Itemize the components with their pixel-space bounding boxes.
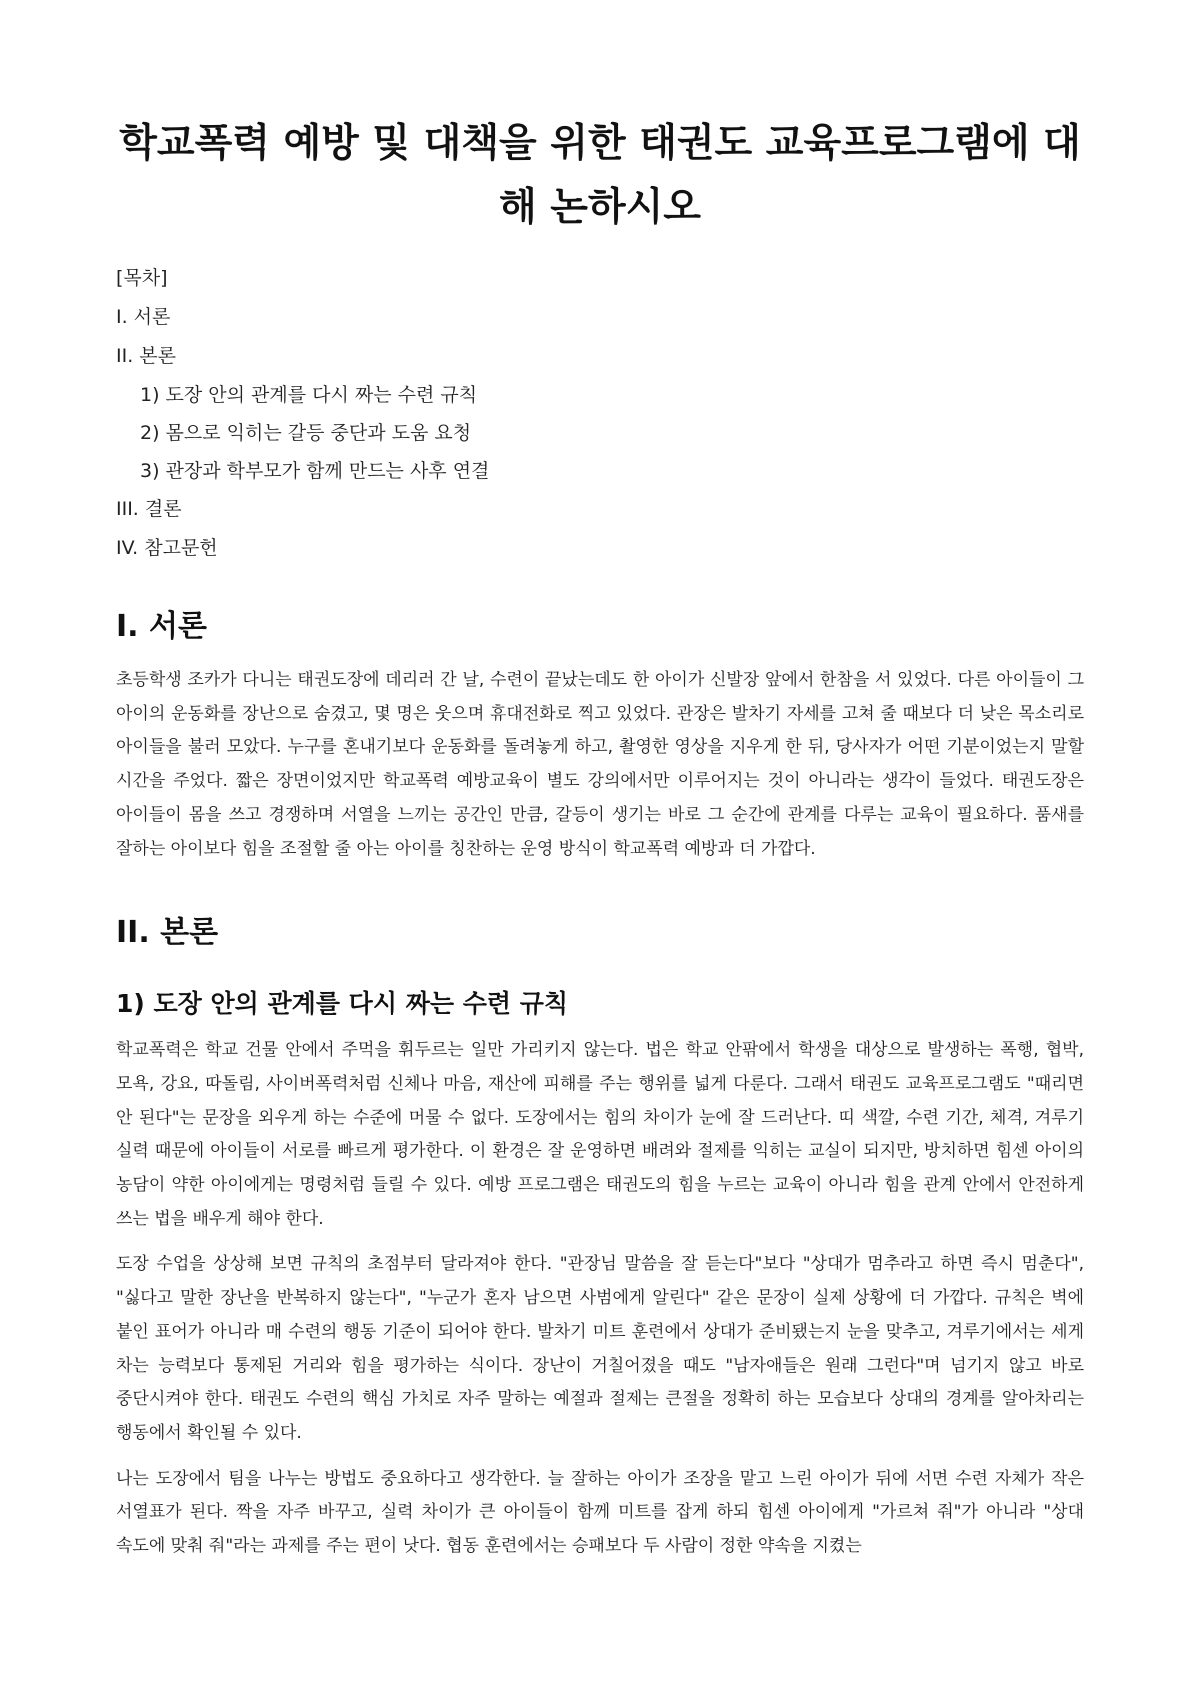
body-paragraph: 나는 도장에서 팀을 나누는 방법도 중요하다고 생각한다. 늘 잘하는 아이가 조장을 맡고 느린 아이가 뒤에 서면 수련 자체가 작은 서열표가 된다. 짝을 자주 바꾸고, 실력 차이가 큰 아이들이 함께 미트를 잡게 하되 힘센 아이에게 "가르쳐 줘"가 아니라 "상대 속도에 맞춰 줘"라는 과제를 주는 편이 낫다. 협동 훈련에서는 승패보다 두 사람이 정한 약속을 지켰는 bbox=[116, 1468, 1084, 1557]
table-of-contents bbox=[116, 266, 1084, 560]
toc-subitem: 2) 몸으로 익히는 갈등 중단과 도움 요청 bbox=[140, 422, 472, 444]
toc-subitem: 3) 관장과 학부모가 함께 만드는 사후 연결 bbox=[140, 460, 490, 482]
toc-subitem: 1) 도장 안의 관계를 다시 짜는 수련 규칙 bbox=[140, 384, 478, 406]
subsection-heading-1: 1) 도장 안의 관계를 다시 짜는 수련 규칙 bbox=[116, 989, 568, 1019]
toc-item: I. 서론 bbox=[116, 306, 171, 328]
body-paragraph: 학교폭력은 학교 건물 안에서 주먹을 휘두르는 일만 가리키지 않는다. 법은 학교 안팎에서 학생을 대상으로 발생하는 폭행, 협박, 모욕, 강요, 따돌림, 사이버폭력처럼 신체나 마음, 재산에 피해를 주는 행위를 넓게 다룬다. 그래서 태권도 교육프로그램도 "때리면 안 된다"는 문장을 외우게 하는 수준에 머물 수 없다. 도장에서는 힘의 차이가 눈에 잘 드러난다. 띠 색깔, 수련 기간, 체격, 겨루기 실력 때문에 아이들이 서로를 빠르게 평가한다. 이 환경은 잘 운영하면 배려와 절제를 익히는 교실이 되지만, 방치하면 힘센 아이의 농담이 약한 아이에게는 명령처럼 들릴 수 있다. 예방 프로그램은 태권도의 힘을 누르는 교육이 아니라 힘을 관계 안에서 안전하게 쓰는 법을 배우게 해야 한다. bbox=[116, 1040, 1084, 1229]
section-heading-intro: I. 서론 bbox=[116, 609, 207, 644]
toc-heading: [목차] bbox=[116, 267, 168, 289]
intro-paragraph: 초등학생 조카가 다니는 태권도장에 데리러 간 날, 수련이 끝났는데도 한 아이가 신발장 앞에서 한참을 서 있었다. 다른 아이들이 그 아이의 운동화를 장난으로 숨겼고, 몇 명은 웃으며 휴대전화로 찍고 있었다. 관장은 발차기 자세를 고쳐 줄 때보다 더 낮은 목소리로 아이들을 불러 모았다. 누구를 혼내기보다 운동화를 돌려놓게 하고, 촬영한 영상을 지우게 한 뒤, 당사자가 어떤 기분이었는지 말할 시간을 주었다. 짧은 장면이었지만 학교폭력 예방교육이 별도 강의에서만 이루어지는 것이 아니라는 생각이 들었다. 태권도장은 아이들이 몸을 쓰고 경쟁하며 서열을 느끼는 공간인 만큼, 갈등이 생기는 바로 그 순간에 관계를 다루는 교육이 필요하다. 품새를 잘하는 아이보다 힘을 조절할 줄 아는 아이를 칭찬하는 운영 방식이 학교폭력 예방과 더 가깝다. bbox=[116, 670, 1084, 859]
toc-item: IV. 참고문헌 bbox=[116, 537, 218, 559]
body-paragraph: 도장 수업을 상상해 보면 규칙의 초점부터 달라져야 한다. "관장님 말씀을 잘 듣는다"보다 "상대가 멈추라고 하면 즉시 멈춘다", "싫다고 말한 장난을 반복하지 않는다", "누군가 혼자 남으면 사범에게 알린다" 같은 문장이 실제 상황에 더 가깝다. 규칙은 벽에 붙인 표어가 아니라 매 수련의 행동 기준이 되어야 한다. 발차기 미트 훈련에서 상대가 준비됐는지 눈을 맞추고, 겨루기에서는 세게 차는 능력보다 통제된 거리와 힘을 평가하는 식이다. 장난이 거칠어졌을 때도 "남자애들은 원래 그런다"며 넘기지 않고 바로 중단시켜야 한다. 태권도 수련의 핵심 가치로 자주 말하는 예절과 절제는 큰절을 정확히 하는 모습보다 상대의 경계를 알아차리는 행동에서 확인될 수 있다. bbox=[116, 1254, 1084, 1443]
section-heading-body: II. 본론 bbox=[116, 915, 219, 951]
toc-item: II. 본론 bbox=[116, 345, 176, 367]
document-title: 학교폭력 예방 및 대책을 위한 태권도 교육프로그램에 대해 논하시오 bbox=[119, 121, 1081, 230]
toc-item: III. 결론 bbox=[116, 498, 182, 520]
